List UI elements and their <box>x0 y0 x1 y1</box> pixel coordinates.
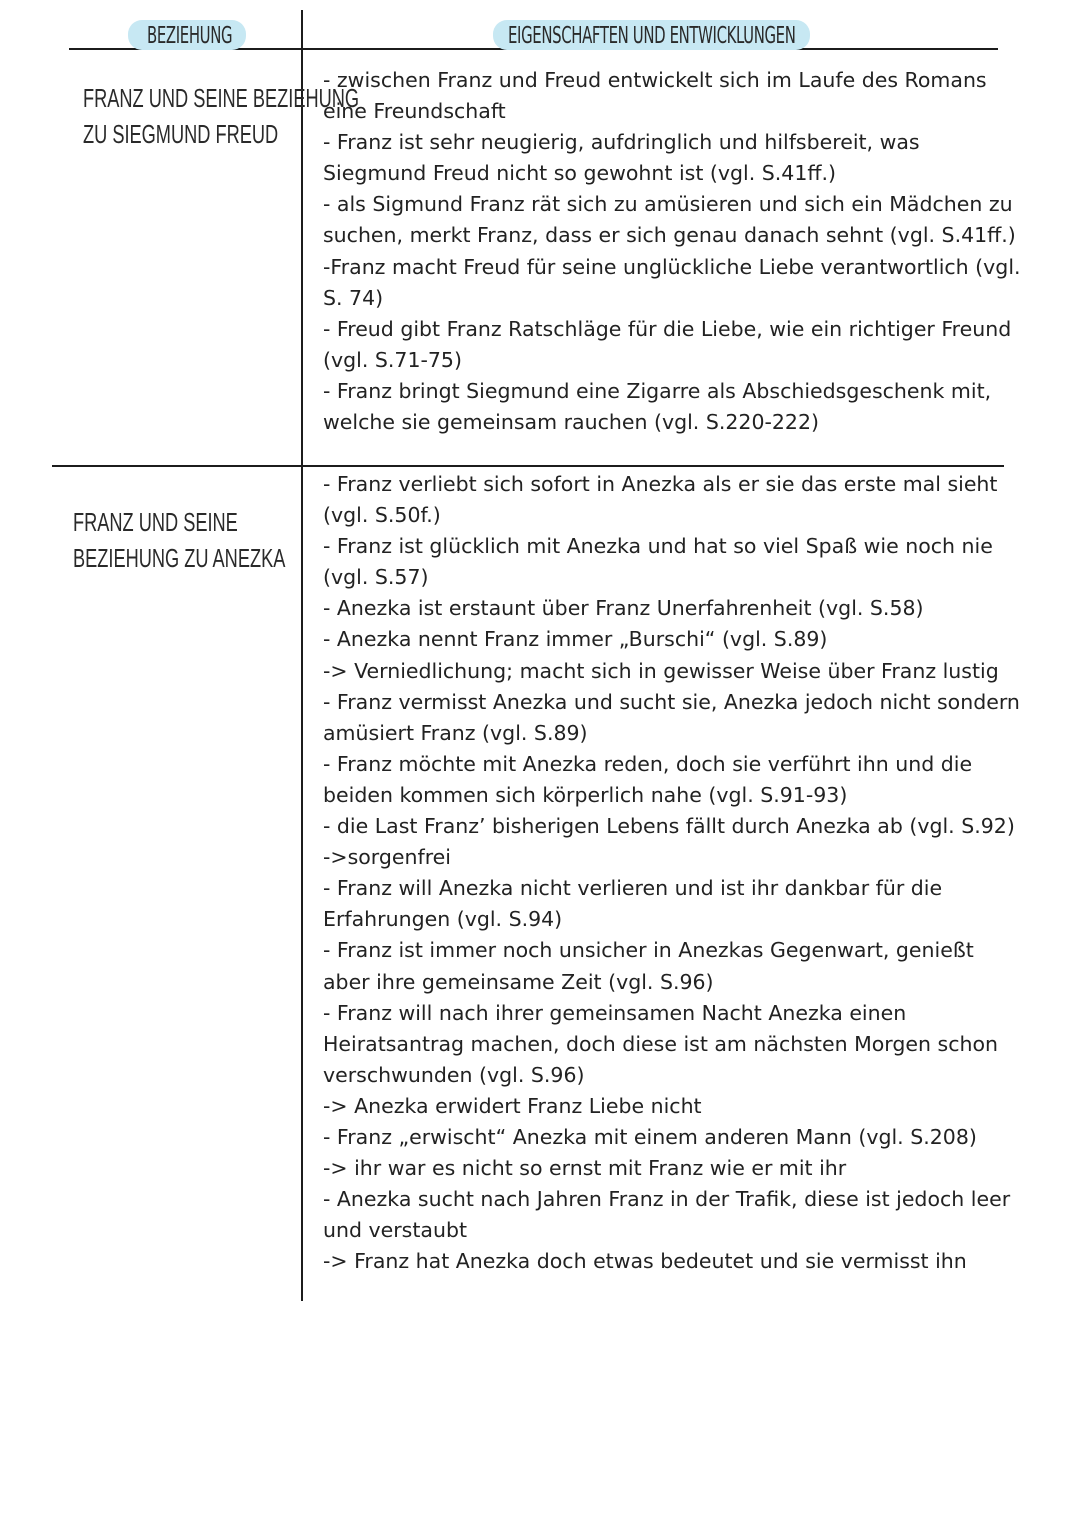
relationship-title-line: BEZIEHUNG ZU ANEZKA <box>73 543 286 573</box>
entry-line: - Franz will Anezka nicht verlieren und ist ihr dankbar für die <box>323 876 943 901</box>
entry-line: Siegmund Freud nicht so gewohnt ist (vgl. S.41ff.) <box>323 161 837 186</box>
header-properties: EIGENSCHAFTEN UND ENTWICKLUNGEN <box>508 23 796 49</box>
entry-line: eine Freundschaft <box>323 99 506 124</box>
entry-line: - Franz ist immer noch unsicher in Anezkas Gegenwart, genießt <box>323 938 974 963</box>
entry-line: - Franz vermisst Anezka und sucht sie, Anezka jedoch nicht sondern <box>323 689 1020 714</box>
entry-line: - Franz will nach ihrer gemeinsamen Nacht Anezka einen <box>323 1000 907 1025</box>
entry-line: - als Sigmund Franz rät sich zu amüsieren und sich ein Mädchen zu <box>323 192 1013 217</box>
header-relationship: BEZIEHUNG <box>147 23 233 49</box>
relationship-title-anezka <box>73 504 285 576</box>
entry-line: - Franz ist glücklich mit Anezka und hat so viel Spaß wie noch nie <box>323 534 993 559</box>
properties-list-freud <box>323 65 1023 438</box>
entry-line: - Freud gibt Franz Ratschläge für die Liebe, wie ein richtiger Freund <box>323 316 1012 341</box>
entry-line: beiden kommen sich körperlich nahe (vgl. S.91-93) <box>323 782 848 807</box>
entry-line: - Franz verliebt sich sofort in Anezka als er sie das erste mal sieht <box>323 472 998 496</box>
entry-line: -> Verniedlichung; macht sich in gewisser Weise über Franz lustig <box>323 658 999 683</box>
relationship-title-line: ZU SIEGMUND FREUD <box>83 119 279 149</box>
entry-line: - die Last Franz’ bisherigen Lebens fällt durch Anezka ab (vgl. S.92) <box>323 814 1015 839</box>
relationship-title-freud <box>83 80 359 152</box>
entry-line: (vgl. S.71-75) <box>323 347 462 372</box>
entry-line: - Anezka nennt Franz immer „Burschi“ (vgl. S.89) <box>323 627 828 652</box>
entry-line: - zwischen Franz und Freud entwickelt sich im Laufe des Romans <box>323 68 987 92</box>
relationship-title-line: FRANZ UND SEINE BEZIEHUNG <box>83 83 360 113</box>
entry-line: (vgl. S.57) <box>323 565 429 590</box>
entry-line: S. 74) <box>323 285 384 310</box>
entry-line: -> Franz hat Anezka doch etwas bedeutet und sie vermisst ihn <box>323 1249 967 1274</box>
entry-line: -> ihr war es nicht so ernst mit Franz wie er mit ihr <box>323 1156 847 1181</box>
entry-line: und verstaubt <box>323 1218 468 1243</box>
entry-line: Heiratsantrag machen, doch diese ist am nächsten Morgen schon <box>323 1031 998 1056</box>
properties-list-anezka <box>323 469 1023 1277</box>
entry-line: -Franz macht Freud für seine unglückliche Liebe verantwortlich (vgl. <box>323 254 1021 279</box>
entry-line: Erfahrungen (vgl. S.94) <box>323 907 563 932</box>
entry-line: - Franz ist sehr neugierig, aufdringlich und hilfsbereit, was <box>323 130 920 155</box>
entry-line: - Franz möchte mit Anezka reden, doch sie verführt ihn und die <box>323 751 973 776</box>
entry-line: welche sie gemeinsam rauchen (vgl. S.220-222) <box>323 410 820 435</box>
entry-line: amüsiert Franz (vgl. S.89) <box>323 720 588 745</box>
entry-line: aber ihre gemeinsame Zeit (vgl. S.96) <box>323 969 714 994</box>
row-divider <box>52 465 1004 467</box>
relationship-title-line: FRANZ UND SEINE <box>73 507 238 537</box>
entry-line: - Anezka ist erstaunt über Franz Unerfahrenheit (vgl. S.58) <box>323 596 924 621</box>
entry-line: ->sorgenfrei <box>323 845 451 870</box>
entry-line: suchen, merkt Franz, dass er sich genau danach sehnt (vgl. S.41ff.) <box>323 223 1016 248</box>
entry-line: - Franz „erwischt“ Anezka mit einem anderen Mann (vgl. S.208) <box>323 1124 977 1149</box>
column-divider <box>301 10 303 1301</box>
entry-line: (vgl. S.50f.) <box>323 503 441 528</box>
entry-line: verschwunden (vgl. S.96) <box>323 1062 585 1087</box>
entry-line: - Franz bringt Siegmund eine Zigarre als Abschiedsgeschenk mit, <box>323 378 992 403</box>
entry-line: - Anezka sucht nach Jahren Franz in der Trafik, diese ist jedoch leer <box>323 1187 1011 1212</box>
entry-line: -> Anezka erwidert Franz Liebe nicht <box>323 1093 702 1118</box>
